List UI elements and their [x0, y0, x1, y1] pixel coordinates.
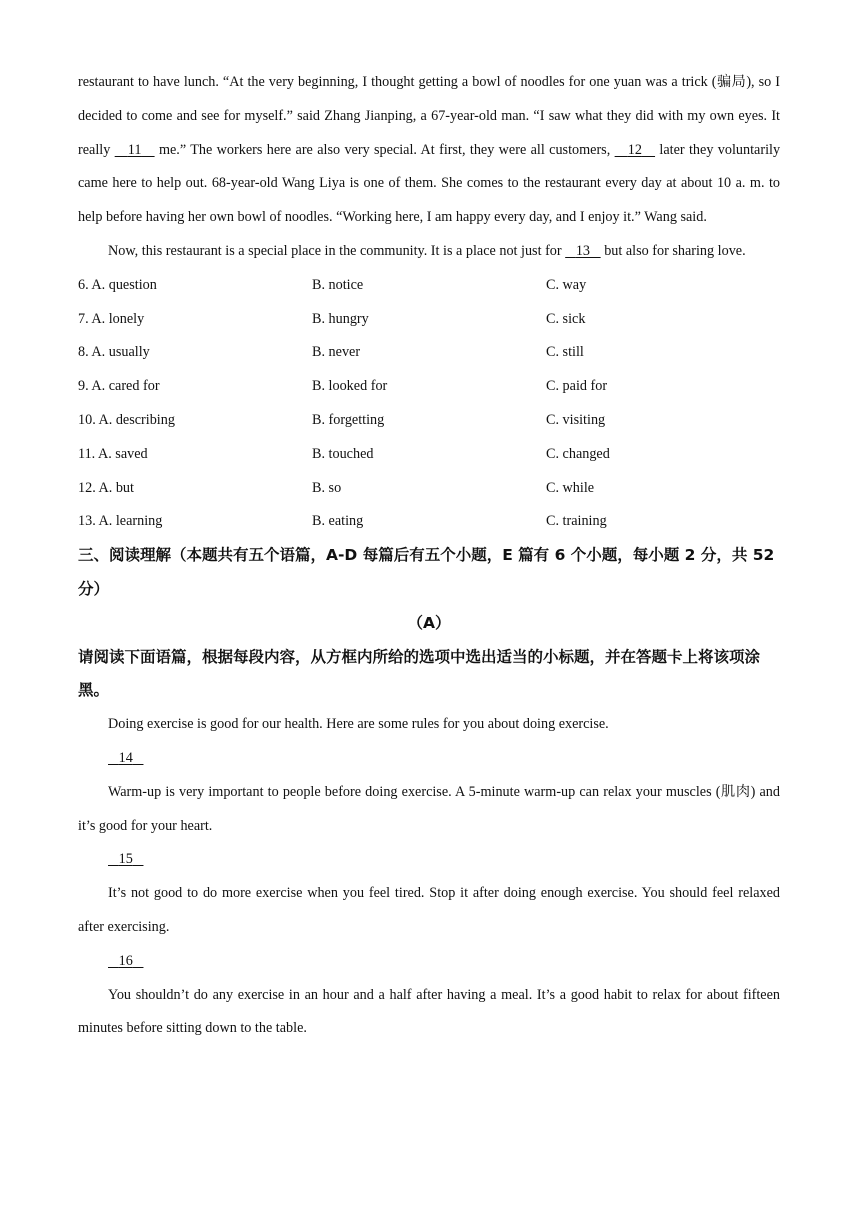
blank-14: 14 [118, 749, 133, 766]
blank-12: 12 [627, 141, 642, 158]
option-b: B. hungry [312, 310, 369, 327]
section-heading: 三、阅读理解（本题共有五个语篇，A-D 每篇后有五个小题，E 篇有 6 个小题，每小题 2 分，共 52 分） [78, 546, 775, 598]
option-a: 12. A. but [78, 479, 134, 496]
intro-paragraph: Doing exercise is good for our health. Here are some rules for you about doing exercise. [108, 716, 609, 733]
passage-text: Now, this restaurant is a special place in the community. It is a place not just for [108, 242, 566, 259]
document-page [78, 66, 780, 1046]
option-b: B. notice [312, 276, 364, 293]
blank-16: 16 [118, 952, 133, 969]
blank-11: 11 [127, 141, 142, 158]
rule-paragraph: Warm-up is very important to people before doing exercise. A 5-minute warm-up can relax your muscles (肌肉) and it’s good for your heart. [78, 783, 780, 834]
passage-text: restaurant to have lunch. “At the very beginning, I thought getting a bowl of noodles for one yuan was a trick (骗局), so I decided to come and see for myself.” said Zhang Jianping, a 67-year-old man. “I saw what they did with my own eyes. It really [78, 74, 780, 158]
option-row [78, 370, 780, 404]
blank-15: 15 [118, 851, 133, 868]
option-a: 13. A. learning [78, 513, 163, 530]
option-a: 11. A. saved [78, 445, 148, 462]
option-row [78, 438, 780, 472]
option-row [78, 505, 780, 539]
option-c: C. training [546, 513, 607, 530]
option-row [78, 269, 780, 303]
option-c: C. paid for [546, 378, 608, 395]
option-a: 8. A. usually [78, 344, 150, 361]
option-a: 10. A. describing [78, 411, 175, 428]
option-b: B. so [312, 479, 342, 496]
option-a: 7. A. lonely [78, 310, 145, 327]
option-c: C. changed [546, 445, 610, 462]
option-a: 9. A. cared for [78, 378, 160, 395]
blank-13: 13 [575, 242, 590, 259]
option-b: B. eating [312, 513, 364, 530]
option-row [78, 404, 780, 438]
heading-blank-14 [78, 742, 780, 776]
passage-paragraph [78, 66, 780, 235]
option-row [78, 336, 780, 370]
rule-paragraph: You shouldn’t do any exercise in an hour and a half after having a meal. It’s a good habit to relax for about fifteen minutes before sitting down to the table. [78, 986, 780, 1037]
option-a: 6. A. question [78, 276, 157, 293]
passage-text: later they voluntarily came here to help out. 68-year-old Wang Liya is one of them. She comes to the restaurant every day at about 10 a. m. to help before having her own bowl of noodles. “Working here, I am happy every day, and I enjoy it.” Wang said. [78, 141, 781, 226]
option-c: C. while [546, 479, 595, 496]
heading-blank-16 [78, 945, 780, 979]
option-c: C. sick [546, 310, 586, 327]
option-b: B. forgetting [312, 411, 385, 428]
option-c: C. still [546, 344, 584, 361]
passage-text: me.” The workers here are also very special. At first, they were all customers, [154, 141, 615, 158]
option-c: C. visiting [546, 411, 606, 428]
option-row [78, 472, 780, 506]
option-b: B. looked for [312, 378, 388, 395]
option-b: B. never [312, 344, 361, 361]
instruction-text: 请阅读下面语篇，根据每段内容，从方框内所给的选项中选出适当的小标题，并在答题卡上将该项涂黑。 [78, 647, 761, 700]
passage-label: （A） [407, 613, 451, 632]
passage-paragraph [78, 235, 780, 269]
heading-blank-15 [78, 843, 780, 877]
option-b: B. touched [312, 445, 374, 462]
options-table [78, 269, 780, 539]
option-c: C. way [546, 276, 587, 293]
rule-paragraph: It’s not good to do more exercise when you feel tired. Stop it after doing enough exercise. You should feel relaxed after exercising. [78, 885, 780, 935]
passage-text: but also for sharing love. [600, 242, 746, 259]
option-row [78, 303, 780, 337]
